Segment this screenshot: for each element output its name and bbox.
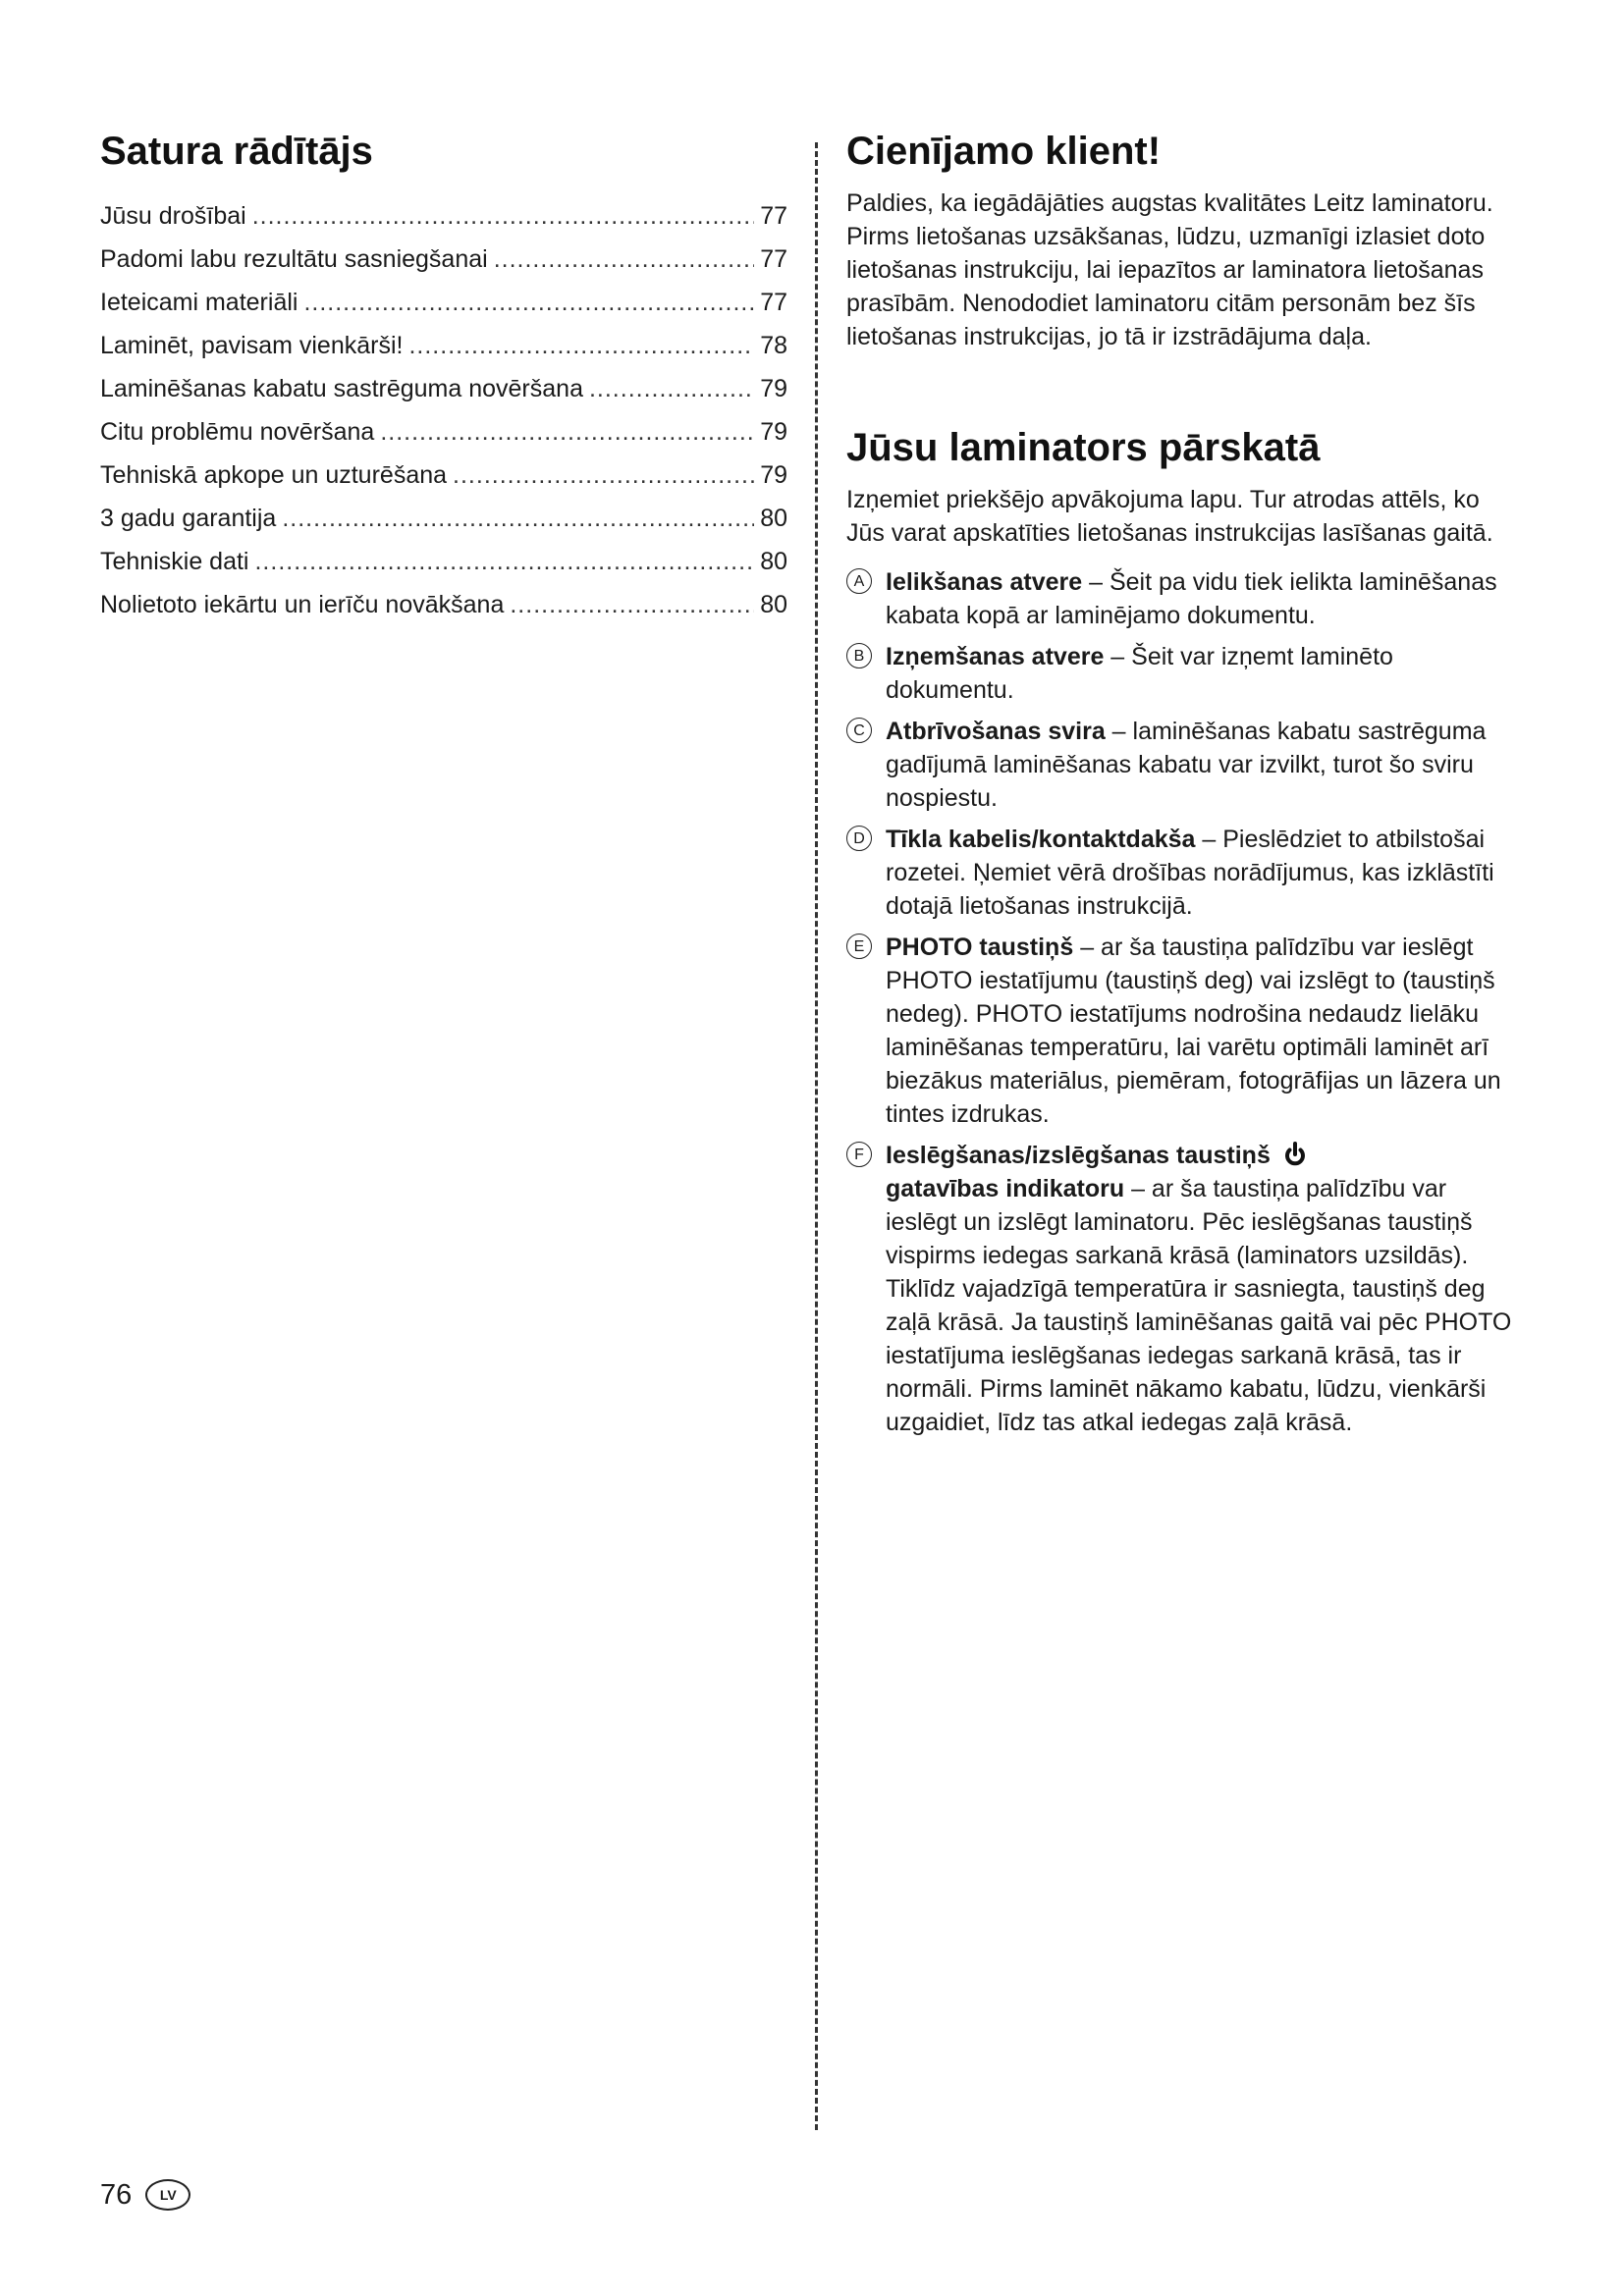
toc-entry-page: 80 bbox=[760, 591, 787, 618]
toc-entry-page: 80 bbox=[760, 548, 787, 575]
item-marker: A bbox=[846, 568, 872, 594]
toc-entry[interactable] bbox=[100, 238, 787, 281]
list-item bbox=[846, 565, 1524, 632]
welcome-text: Paldies, ka iegādājāties augstas kvalitātes Leitz laminatoru. Pirms lietošanas uzsākšanas, lūdzu, uzmanīgi izlasiet doto lietošanas instrukciju, lai iepazītos ar laminatora lietošanas prasībām. Nenododiet laminatoru citām personām bez šīs lietošanas instrukcijas, jo tā ir izstrādājuma daļa. bbox=[846, 189, 1493, 350]
item-marker: D bbox=[846, 826, 872, 851]
column-divider bbox=[815, 142, 818, 2130]
toc-entry[interactable] bbox=[100, 410, 787, 454]
toc-entry[interactable] bbox=[100, 367, 787, 410]
welcome-title: Cienījamo klient! bbox=[846, 130, 1162, 173]
list-item bbox=[846, 640, 1524, 707]
toc-entry-label: Tehniskā apkope un uzturēšana bbox=[100, 461, 448, 489]
item-desc: – ar ša taustiņa palīdzību var ieslēgt PHOTO iestatījumu (taustiņš deg) vai izslēgt to (taustiņš nedeg). PHOTO iestatījums nodrošina nedaudz lielāku laminēšanas temperatūru, lai varētu optimāli laminēt arī biezākus materiālus, piemēram, fotogrāfijas un lāzera un tintes izdrukas. bbox=[886, 934, 1501, 1128]
item-marker: B bbox=[846, 643, 872, 668]
item-term-secondary: gatavības indikatoru bbox=[886, 1175, 1125, 1202]
toc-entry-page: 77 bbox=[760, 289, 787, 316]
toc-entry-label: Nolietoto iekārtu un ierīču novākšana bbox=[100, 591, 505, 618]
toc-entry-label: Tehniskie dati bbox=[100, 548, 249, 575]
item-marker: E bbox=[846, 934, 872, 959]
toc-entry-label: Jūsu drošībai bbox=[100, 202, 246, 230]
toc-entry-page: 77 bbox=[760, 202, 787, 230]
toc-entry-page: 78 bbox=[760, 332, 787, 359]
item-term: Izņemšanas atvere bbox=[886, 643, 1105, 670]
item-marker: F bbox=[846, 1142, 872, 1167]
toc-entry-page: 79 bbox=[760, 461, 787, 489]
toc-section bbox=[100, 128, 787, 626]
item-desc: – Pieslēdziet to atbilstošai rozetei. Ņemiet vērā drošības norādījumus, kas izklāstīti dotajā lietošanas instrukcijā. bbox=[886, 826, 1494, 920]
toc-list bbox=[100, 194, 787, 626]
item-desc: – ar ša taustiņa palīdzību var ieslēgt un izslēgt laminatoru. Pēc ieslēgšanas taustiņš vispirms iedegas sarkanā krāsā (laminators uzsildās). Tiklīdz vajadzīgā temperatūra ir sasniegta, taustiņš deg zaļā krāsā. Ja taustiņš laminēšanas gaitā vai pēc PHOTO iestatījuma ieslēgšanas iedegas sarkanā krāsā, tas ir normāli. Pirms laminēt nākamo kabatu, lūdzu, vienkārši uzgaidiet, līdz tas atkal iedegas zaļā krāsā. bbox=[886, 1175, 1512, 1436]
toc-entry-page: 80 bbox=[760, 505, 787, 532]
item-marker: C bbox=[846, 718, 872, 743]
toc-entry[interactable] bbox=[100, 540, 787, 583]
page-number: 76 bbox=[100, 2179, 133, 2211]
overview-title: Jūsu laminators pārskatā bbox=[846, 426, 1321, 469]
toc-entry-page: 77 bbox=[760, 245, 787, 273]
item-desc: – Šeit pa vidu tiek ielikta laminēšanas kabata kopā ar laminējamo dokumentu. bbox=[886, 568, 1497, 629]
toc-entry-page: 79 bbox=[760, 375, 787, 402]
toc-entry-label: Laminēšanas kabatu sastrēguma novēršana bbox=[100, 375, 583, 402]
toc-entry-label: Laminēt, pavisam vienkārši! bbox=[100, 332, 404, 359]
item-desc: – laminēšanas kabatu sastrēguma gadījumā laminēšanas kabatu var izvilkt, turot šo sviru nospiestu. bbox=[886, 718, 1487, 812]
item-term: Atbrīvošanas svira bbox=[886, 718, 1106, 745]
item-term: Tīkla kabelis/kontaktdakša bbox=[886, 826, 1196, 853]
item-desc: – Šeit var izņemt laminēto dokumentu. bbox=[886, 643, 1393, 704]
overview-section bbox=[846, 424, 1524, 1439]
page-footer bbox=[100, 2177, 190, 2213]
toc-entry[interactable] bbox=[100, 281, 787, 324]
overview-intro: Izņemiet priekšējo apvākojuma lapu. Tur atrodas attēls, ko Jūs varat apskatīties lietošanas instrukcijas lasīšanas gaitā. bbox=[846, 486, 1493, 547]
toc-entry[interactable] bbox=[100, 324, 787, 367]
language-badge: LV bbox=[145, 2179, 190, 2211]
list-item bbox=[846, 1139, 1524, 1439]
item-term: Ielikšanas atvere bbox=[886, 568, 1083, 596]
toc-entry-page: 79 bbox=[760, 418, 787, 446]
toc-entry-label: Ieteicami materiāli bbox=[100, 289, 298, 316]
item-term: Ieslēgšanas/izslēgšanas taustiņš bbox=[886, 1142, 1271, 1169]
toc-entry[interactable] bbox=[100, 497, 787, 540]
toc-entry[interactable] bbox=[100, 454, 787, 497]
power-icon bbox=[1282, 1141, 1308, 1166]
toc-entry-label: 3 gadu garantija bbox=[100, 505, 277, 532]
toc-title: Satura rādītājs bbox=[100, 130, 373, 173]
list-item bbox=[846, 931, 1524, 1131]
toc-entry-label: Padomi labu rezultātu sasniegšanai bbox=[100, 245, 488, 273]
list-item bbox=[846, 823, 1524, 923]
item-term: PHOTO taustiņš bbox=[886, 934, 1074, 961]
toc-entry[interactable] bbox=[100, 583, 787, 626]
list-item bbox=[846, 715, 1524, 815]
toc-entry-label: Citu problēmu novēršana bbox=[100, 418, 375, 446]
toc-entry[interactable] bbox=[100, 194, 787, 238]
content-column bbox=[846, 128, 1524, 1447]
overview-items bbox=[846, 565, 1524, 1439]
